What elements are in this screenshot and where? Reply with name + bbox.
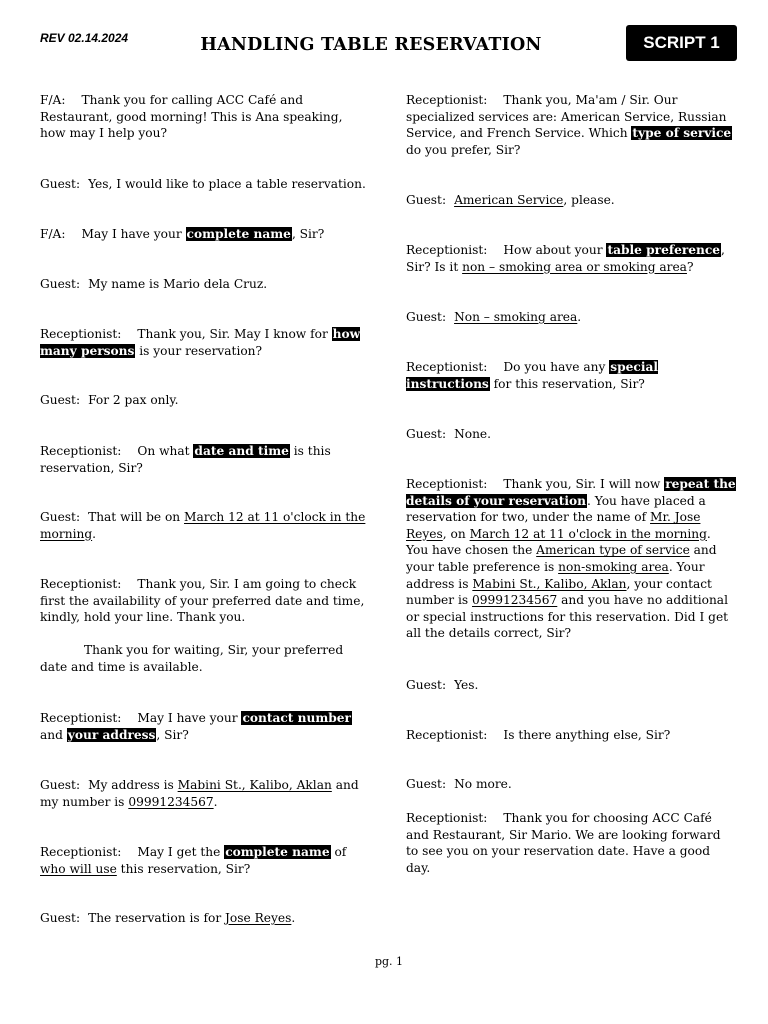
script-badge: SCRIPT 1 bbox=[626, 25, 737, 61]
line-fa-ask-name: F/A: May I have your complete name, Sir? bbox=[40, 227, 325, 241]
line-service-types: Receptionist: Thank you, Ma'am / Sir. Our specialized services are: American Service, Russian Service, and French Service. Which type of service do you prefer, Sir? bbox=[406, 93, 732, 157]
page-title: HANDLING TABLE RESERVATION bbox=[200, 35, 542, 55]
line-ask-date: Receptionist: On what date and time is this reservation, Sir? bbox=[40, 444, 331, 475]
line-guest-request: Guest: Yes, I would like to place a table reservation. bbox=[40, 177, 366, 191]
line-ask-instructions: Receptionist: Do you have any special instructions for this reservation, Sir? bbox=[406, 360, 658, 391]
line-guest-service: Guest: American Service, please. bbox=[406, 193, 615, 207]
line-check-availability: Receptionist: Thank you, Sir. I am going to check first the availability of your preferred date and time, kindly, hold your line. Thank you. bbox=[40, 577, 365, 625]
line-thank-waiting: Thank you for waiting, Sir, your preferred date and time is available. bbox=[40, 643, 344, 674]
line-guest-address: Guest: My address is Mabini St., Kalibo, Aklan and my number is 09991234567. bbox=[40, 778, 359, 809]
line-fa-greeting: F/A: Thank you for calling ACC Café and Restaurant, good morning! This is Ana speaking, how may I help you? bbox=[40, 93, 343, 141]
rev-date: REV 02.14.2024 bbox=[40, 31, 129, 45]
line-guest-table: Guest: Non – smoking area. bbox=[406, 310, 582, 324]
line-ask-table: Receptionist: How about your table preference, Sir? Is it non – smoking area or smoking area? bbox=[406, 243, 725, 274]
line-ask-persons: Receptionist: Thank you, Sir. May I know for how many persons is your reservation? bbox=[40, 327, 361, 358]
line-guest-date: Guest: That will be on March 12 at 11 o'clock in the morning. bbox=[40, 510, 366, 541]
line-ask-contact: Receptionist: May I have your contact number and your address, Sir? bbox=[40, 711, 351, 742]
line-guest-user: Guest: The reservation is for Jose Reyes. bbox=[40, 911, 296, 925]
line-anything-else: Receptionist: Is there anything else, Sir? bbox=[406, 728, 671, 742]
line-ask-user-name: Receptionist: May I get the complete name of who will use this reservation, Sir? bbox=[40, 845, 347, 876]
line-repeat-details: Receptionist: Thank you, Sir. I will now repeat the details of your reservation. You have placed a reservation for two, under the name of Mr. Jose Reyes, on March 12 at 11 o'clock in the morning. You have chosen the American type of service and your table preference is non-smoking area. Your address is Mabini St., Kalibo, Aklan, your contact number is 09991234567 and you have no additional or special instructions for this reservation. Did I get all the details correct, Sir? bbox=[406, 477, 736, 641]
line-guest-yes: Guest: Yes. bbox=[406, 678, 479, 692]
line-guest-none: Guest: None. bbox=[406, 427, 491, 441]
line-guest-pax: Guest: For 2 pax only. bbox=[40, 393, 179, 407]
line-closing: Receptionist: Thank you for choosing ACC Café and Restaurant, Sir Mario. We are looking forward to see you on your reservation date. Have a good day. bbox=[406, 811, 721, 875]
page-number: pg. 1 bbox=[374, 955, 404, 968]
line-guest-no-more: Guest: No more. bbox=[406, 777, 512, 791]
line-guest-name: Guest: My name is Mario dela Cruz. bbox=[40, 277, 268, 291]
